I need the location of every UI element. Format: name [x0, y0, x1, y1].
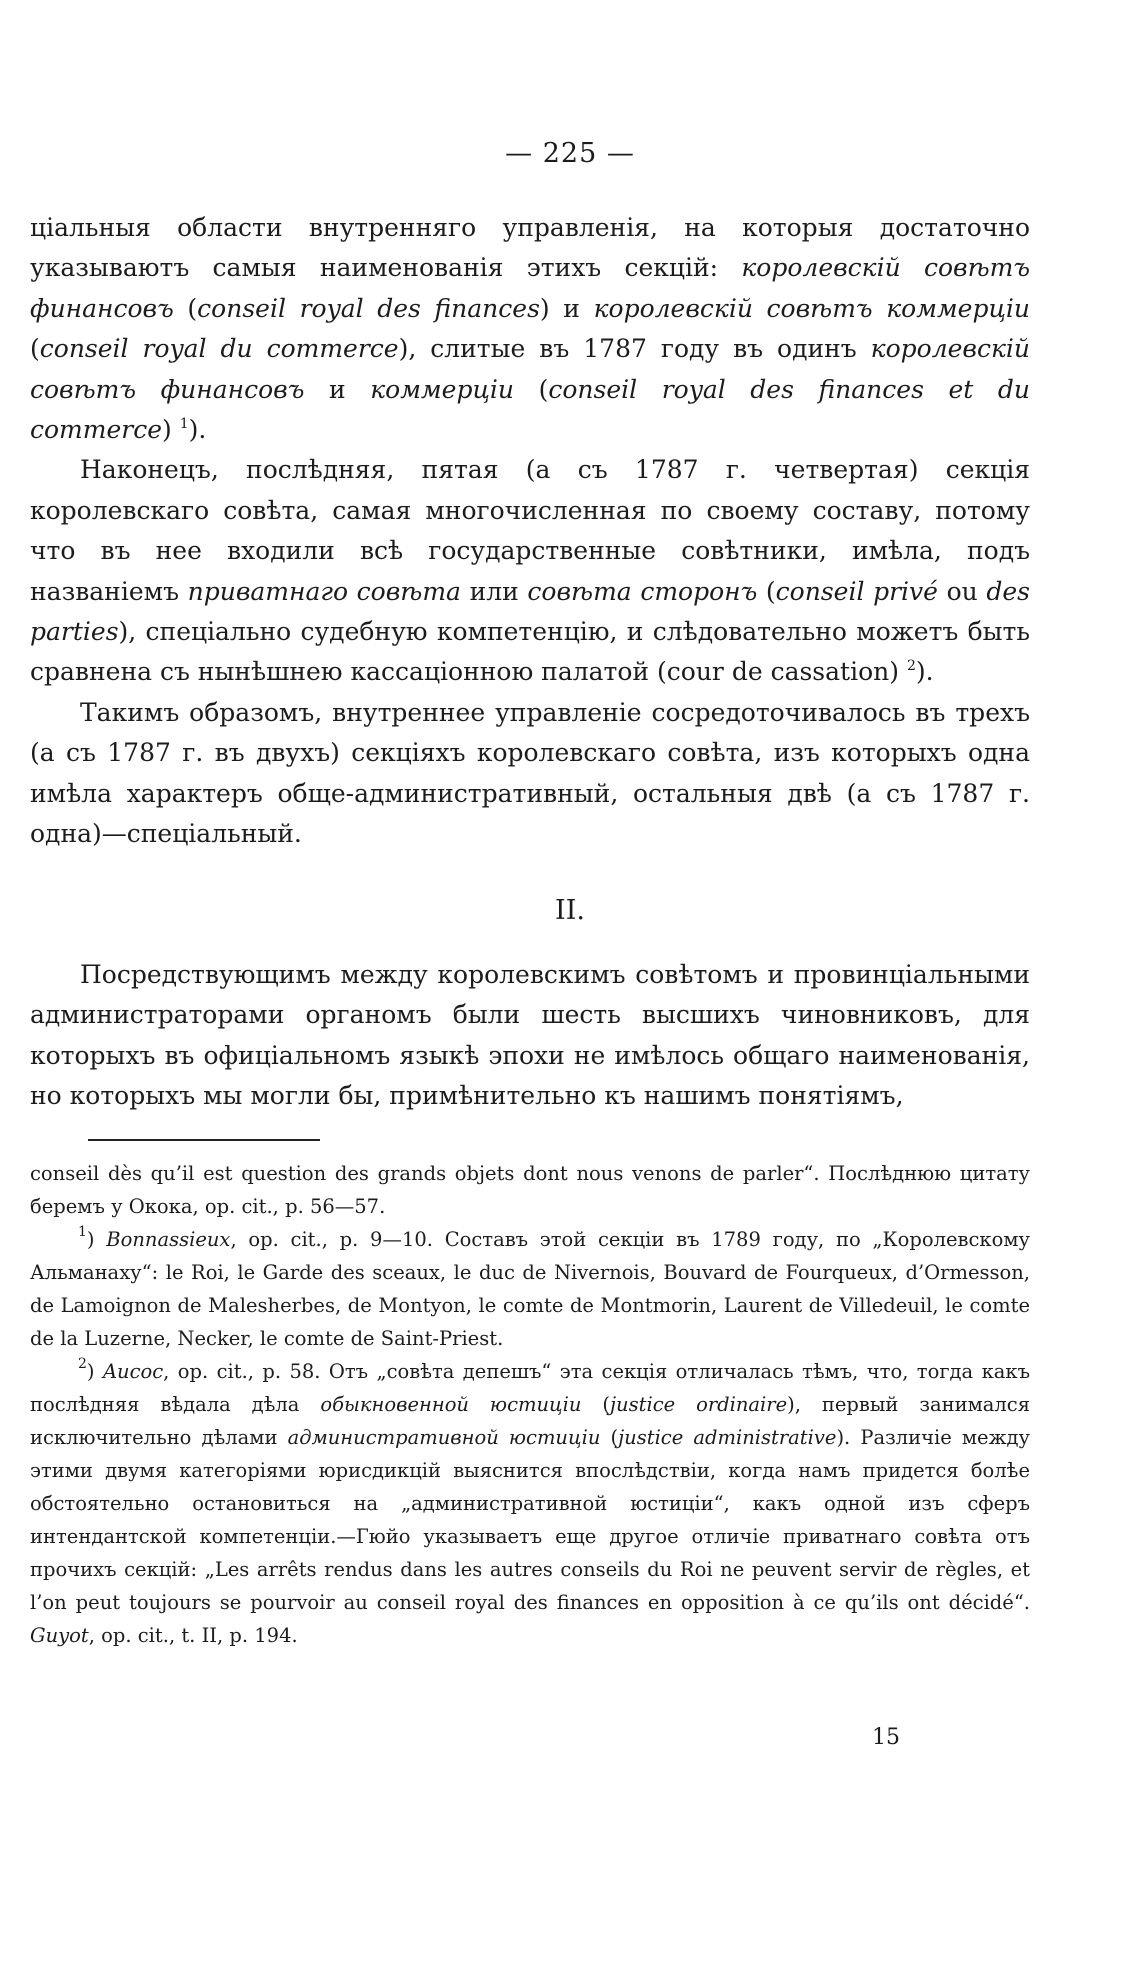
paragraph-1: ціальныя области внутренняго управленія, на которыя достаточно указываютъ самыя наименованія этихъ секцій: королевскій совѣтъ финансовъ (conseil royal des finances) и королевскій совѣтъ коммерціи (conseil royal du commerce), слитые въ 1787 году въ одинъ королевскій совѣтъ финансовъ и коммерціи (conseil royal des finances et du commerce) $^1$). — [30, 213, 1031, 445]
paragraph-4: Посредствующимъ между королевскимъ совѣтомъ и провинціальными администраторами органомъ были шесть высшихъ чиновниковъ, для которыхъ въ офиціальномъ языкѣ эпохи не имѣлось общаго наименованія, но которыхъ мы могли бы, примѣнительно къ нашимъ понятіямъ, — [30, 960, 1030, 1111]
footnote-ref-1: 1 — [179, 416, 189, 433]
page-number: — 225 — — [505, 138, 635, 169]
main-text-bottom — [30, 955, 1030, 1117]
footnote-2: $^2$) Aucoc, op. cit., p. 58. Отъ „совѣта депешъ“ эта секція отличалась тѣмъ, что, тогда какъ послѣдняя вѣдала дѣла обыкновенной юстиціи (justice ordinaire), первый занимался исключительно дѣлами административной юстиціи (justice administrative). Различіе между этими двумя категоріями юрисдикцій выяснится впослѣдствіи, когда намъ придется болѣе обстоятельно остановиться на „административной юстиціи“, какъ одной изъ сферъ интендантской компетенціи.—Гюйо указываетъ еще другое отличіе приватнаго совѣта отъ прочихъ секцій: „Les arrêts rendus dans les autres conseils du Roi ne peuvent servir de règles, et l’on peut toujours se pourvoir au conseil royal des finances en opposition à ce qu’ils ont décidé“. Guyot, op. cit., t. II, p. 194. — [30, 1356, 1031, 1647]
paragraph-3: Такимъ образомъ, внутреннее управленіе сосредоточивалось въ трехъ (а съ 1787 г. въ двухъ) секціяхъ королевскаго совѣта, изъ которыхъ одна имѣла характеръ обще-административный, остальныя двѣ (а съ 1787 г. одна)—спеціальный. — [30, 697, 1030, 849]
main-text-top — [30, 208, 1030, 855]
footnote-1: $^1$) Bonnassieux, op. cit., p. 9—10. Составъ этой секціи въ 1789 году, по „Королевскому Альманаху“: le Roi, le Garde des sceaux, le duc de Nivernois, Bouvard de Fourqueux, d’Ormesson, de Lamoignon de Malesherbes, de Montyon, le comte de Montmorin, Laurent de Villedeuil, le comte de la Luzerne, Necker, le comte de Saint-Priest. — [30, 1224, 1030, 1350]
footnote-divider — [88, 1139, 320, 1141]
footnotes — [30, 1157, 1030, 1652]
printer-signature: 15 — [872, 1725, 900, 1750]
paragraph-2: Наконецъ, послѣдняя, пятая (а съ 1787 г. четвертая) секція королевскаго совѣта, самая многочисленная по своему составу, потому что въ нее входили всѣ государственные совѣтники, имѣла, подъ названіемъ приватнаго совѣта или совѣта сторонъ (conseil privé ou des parties), спеціально судебную компетенцію, и слѣдовательно можетъ быть сравнена съ нынѣшнею кассаціонною палатой (cour de cassation) $^2$). — [30, 455, 1031, 687]
footnote-ref-2: 2 — [906, 658, 916, 675]
section-heading: II. — [555, 895, 585, 926]
footnote-continued: conseil dès qu’il est question des grands objets dont nous venons de parler“. Послѣднюю цитату беремъ у Окока, op. cit., p. 56—57. — [30, 1162, 1030, 1218]
